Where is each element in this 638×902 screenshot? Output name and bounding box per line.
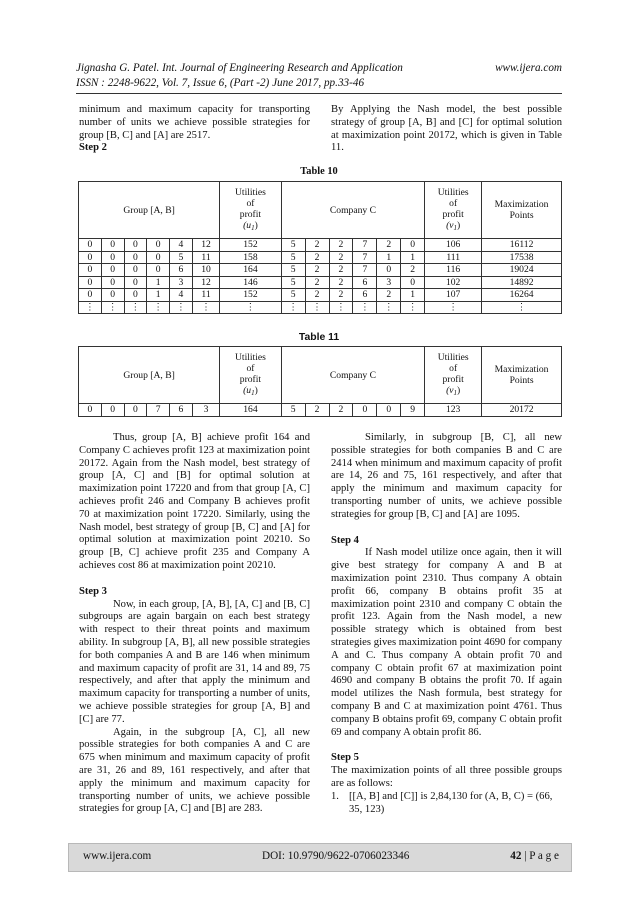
table-cell: ⋮ [101,301,124,314]
table-cell: 2 [377,289,401,302]
table-cell: 158 [220,251,282,264]
paragraph: If Nash model utilize once again, then it will give best strategy for company A and B at maximization point 2310. Thus company A obtain profit 66, company B obtains profit 35 at maximization point 2310 and company C obtain the profit 123. Again from the Nash model, a new possible strategy which is obtained from best strategies gives maximization point 4690 for company A and C. Thus company A obtain profit 70 and company C obtain profit 67 at maximization point 4690 and company B obtains the profit 70. If again model utilizes the Nash formula, best strategy for company B and C at maximization point 4761. Thus company B obtains profit 69, company C obtain profit 69 and company A obtain profit 86. [331,547,562,738]
table-cell: 4 [170,239,193,252]
table-cell: 107 [425,289,482,302]
table-cell: 164 [220,404,282,417]
list-text: [[A, B] and [C]] is 2,84,130 for (A, B, C) = (66, 35, 123) [349,790,553,815]
table-cell: 0 [147,239,170,252]
table-cell: 0 [79,276,102,289]
table-cell: 2 [305,276,329,289]
table-row [79,276,562,289]
table-cell: ⋮ [401,301,425,314]
company-c-header: Company C [281,182,425,239]
paragraph: By Applying the Nash model, the best possible strategy of group [A, B] and [C] for optimal solution at maximization point 20172, which is given in Table 11. [331,104,562,154]
table-cell: 3 [192,404,219,417]
footer-doi: DOI: 10.9790/9622-0706023346 [262,850,410,862]
table-cell: 0 [79,289,102,302]
table-cell: 1 [401,251,425,264]
list-number: 1. [331,790,339,802]
table-cell: 6 [353,276,377,289]
journal-header [76,62,562,74]
table-cell: 11 [192,289,219,302]
table-cell: 2 [401,264,425,277]
group-ab-header: Group [A, B] [79,182,220,239]
table-cell: 5 [170,251,193,264]
table-cell: 0 [124,276,147,289]
table-cell: ⋮ [353,301,377,314]
table-cell: 7 [353,239,377,252]
table-cell: 123 [425,404,482,417]
table-row [79,251,562,264]
left-column [79,432,310,816]
footer-page-number: 42 | P a g e [510,850,559,862]
table-cell: 2 [329,251,353,264]
table-cell: 17538 [482,251,562,264]
table-cell: ⋮ [377,301,401,314]
table-cell: 7 [353,251,377,264]
table-cell: 106 [425,239,482,252]
table-cell: 152 [220,239,282,252]
table-cell: 4 [170,289,193,302]
table-cell: 10 [192,264,219,277]
table-cell: 116 [425,264,482,277]
table-cell: 111 [425,251,482,264]
company-c-header: Company C [281,347,425,404]
table-cell: 2 [329,276,353,289]
table-cell: 0 [124,264,147,277]
table-row [79,404,562,417]
step-5-heading: Step 5 [331,752,359,764]
table-cell: ⋮ [192,301,219,314]
table-cell: 0 [377,264,401,277]
table-cell: 2 [377,239,401,252]
table-cell: 2 [329,404,353,417]
utilities-v1-header: Utilities of profit $(v_1)$ [425,347,482,404]
table-cell: ⋮ [329,301,353,314]
group-ab-header: Group [A, B] [79,347,220,404]
table-cell: ⋮ [425,301,482,314]
table-cell: ⋮ [482,301,562,314]
step-2-heading: Step 2 [79,142,107,154]
table-cell: ⋮ [79,301,102,314]
table-11-caption: Table 11 [298,332,340,343]
table-cell: 0 [101,264,124,277]
table-cell: 2 [305,264,329,277]
table-cell: 1 [377,251,401,264]
paragraph: The maximization points of all three possible groups are as follows: [331,765,562,789]
table-cell: 20172 [482,404,562,417]
table-cell: 16112 [482,239,562,252]
header-rule [76,93,562,94]
table-row [79,301,562,314]
table-cell: 5 [281,251,305,264]
table-cell: 3 [377,276,401,289]
table-cell: 6 [170,264,193,277]
table-cell: 0 [101,276,124,289]
table-cell: 1 [401,289,425,302]
table-cell: 11 [192,251,219,264]
table-row [79,264,562,277]
table-row [79,239,562,252]
table-cell: 6 [170,404,193,417]
maximization-points-header: Maximization Points [482,182,562,239]
table-cell: ⋮ [124,301,147,314]
table-cell: 0 [79,404,102,417]
table-cell: ⋮ [220,301,282,314]
paragraph: Similarly, in subgroup [B, C], all new possible strategies for both companies B and C are 2414 when minimum and maximum capacity of profit are 14, 26 and 75, 161 respectively, and after that apply the minimum and maximum capacity for transporting number of units, we achieve possible strategies for group [B, C] and [A] are 1095. [331,432,562,520]
issn-line: ISSN : 2248-9622, Vol. 7, Issue 6, (Part -2) June 2017, pp.33-46 [76,77,365,89]
table-cell: 1 [147,276,170,289]
table-cell: 5 [281,239,305,252]
footer-website[interactable]: www.ijera.com [83,850,152,862]
table-cell: 0 [101,404,124,417]
table-10 [78,181,562,314]
paragraph: Thus, group [A, B] achieve profit 164 and Company C achieves profit 123 at maximization point 20172. Again from the Nash model, best strategy of group [A, C] and [B] for optimal solution at maximization point 17220 and from that group [A, C] achieves profit 246 and Company B achieves profit 70 at maximization point 17220. Similarly, using the Nash model, best strategy of group [B, C] and [A] for optimal solution at maximization point 20210. So group [B, C] achieve profit 235 and Company A achieves cost 86 at maximization point 20210. [79,432,310,571]
table-cell: 12 [192,239,219,252]
table-cell: 0 [124,404,147,417]
table-cell: 0 [79,251,102,264]
table-cell: 2 [329,289,353,302]
table-cell: 2 [329,239,353,252]
table-cell: 5 [281,289,305,302]
table-cell: 0 [79,264,102,277]
step-3-heading: Step 3 [79,585,107,597]
table-cell: 2 [305,251,329,264]
table-cell: 14892 [482,276,562,289]
table-cell: 2 [305,404,329,417]
top-right-column [331,104,562,155]
table-cell: 0 [147,264,170,277]
table-cell: 5 [281,276,305,289]
table-cell: 12 [192,276,219,289]
table-header-row [79,347,562,404]
table-cell: 6 [353,289,377,302]
paragraph: minimum and maximum capacity for transporting number of units we achieve possible strategies for group [B, C] and [A] are 2517. [79,104,310,141]
table-cell: 2 [305,289,329,302]
table-row [79,289,562,302]
table-cell: 0 [101,239,124,252]
step-4-heading: Step 4 [331,534,359,546]
maximization-points-header: Maximization Points [482,347,562,404]
table-cell: 0 [124,289,147,302]
table-cell: 0 [101,289,124,302]
table-header-row [79,182,562,239]
table-cell: 1 [147,289,170,302]
table-cell: 0 [401,239,425,252]
table-cell: 16264 [482,289,562,302]
table-cell: 2 [329,264,353,277]
table-cell: 5 [281,264,305,277]
table-cell: 0 [353,404,377,417]
table-cell: 0 [401,276,425,289]
table-cell: ⋮ [305,301,329,314]
table-11 [78,346,562,417]
top-left-column [79,104,310,155]
table-cell: 0 [147,251,170,264]
table-10-caption: Table 10 [300,166,338,177]
page-footer [68,843,572,872]
utilities-v1-header: Utilities of profit $(v_1)$ [425,182,482,239]
table-cell: 0 [377,404,401,417]
journal-website[interactable]: www.ijera.com [495,62,562,74]
right-column [331,432,562,816]
table-cell: 3 [170,276,193,289]
paragraph: Now, in each group, [A, B], [A, C] and [B, C] subgroups are again bargain on each best strategy with respect to their threat points and maximum ability. In subgroup [A, B], all new possible strategies for both companies A and B are 146 when minimum and maximum capacity of profit are 31, 14 and 89, 75 respectively, and after that apply the minimum and maximum capacity for transporting a number of units, we achieve possible strategies for group [A, B] and [C] are 77. [79,598,310,725]
list-item [331,791,562,817]
table-cell: 102 [425,276,482,289]
table-cell: 5 [281,404,305,417]
table-cell: 152 [220,289,282,302]
table-cell: 146 [220,276,282,289]
table-cell: 19024 [482,264,562,277]
utilities-u1-header: Utilities of profit $(u_1)$ [220,347,282,404]
paragraph: Again, in the subgroup [A, C], all new possible strategies for both companies A and C are 675 when minimum and maximum capacity of profit are 31, 26 and 89, 161 respectively, and after that apply the minimum and maximum capacity for transporting number of units, we achieve possible strategies for group [A, C] and [B] are 283. [79,726,310,815]
journal-citation: Jignasha G. Patel. Int. Journal of Engineering Research and Application [76,62,403,74]
table-cell: 9 [401,404,425,417]
table-cell: 2 [305,239,329,252]
table-cell: 164 [220,264,282,277]
utilities-u1-header: Utilities of profit $(u_1)$ [220,182,282,239]
table-cell: 0 [124,251,147,264]
table-cell: 0 [124,239,147,252]
table-cell: 0 [101,251,124,264]
table-cell: ⋮ [281,301,305,314]
table-cell: ⋮ [170,301,193,314]
table-cell: 7 [147,404,170,417]
table-cell: 7 [353,264,377,277]
table-cell: 0 [79,239,102,252]
table-cell: ⋮ [147,301,170,314]
